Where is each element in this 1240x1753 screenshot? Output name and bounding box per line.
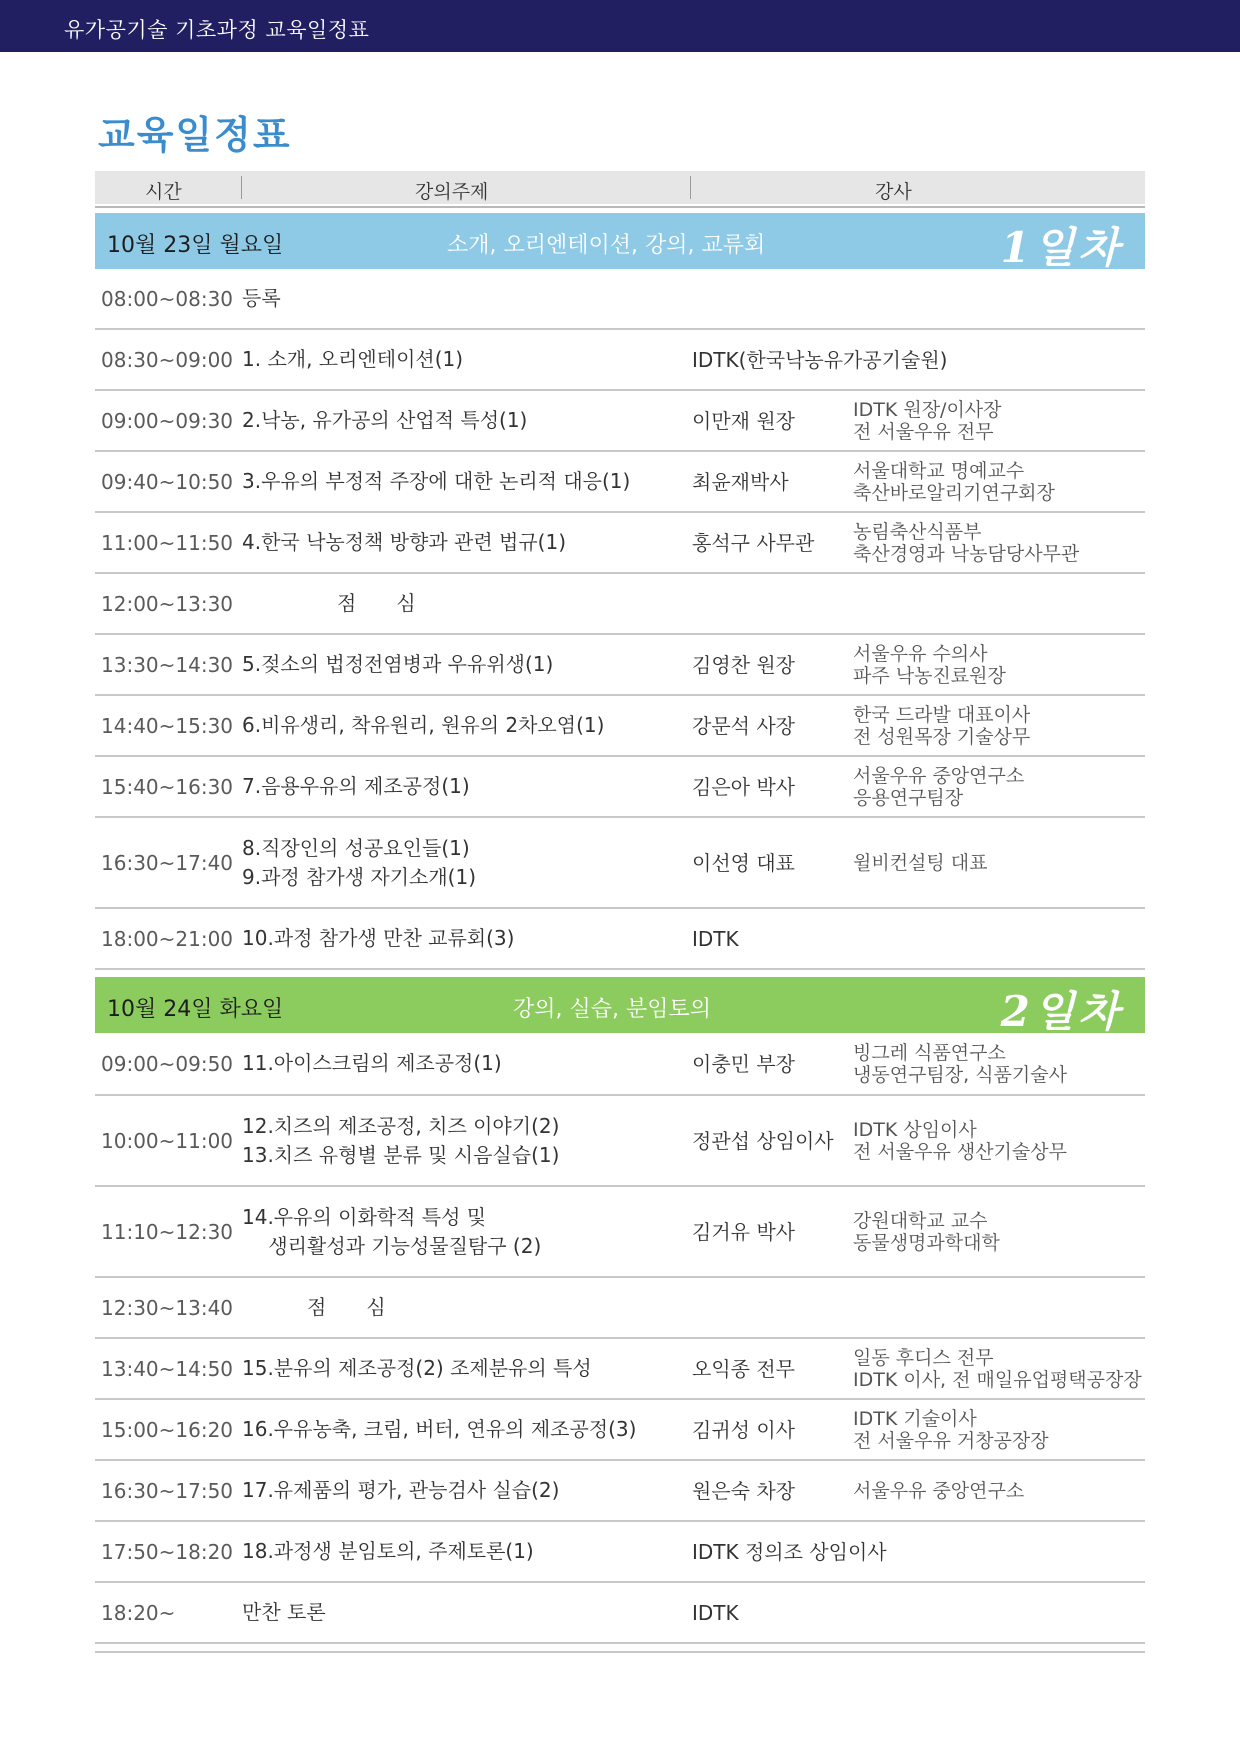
row-time: 10:00~11:00 <box>101 1128 234 1153</box>
table-row <box>95 1033 1145 1096</box>
table-row <box>95 1522 1145 1583</box>
day-header <box>95 977 1145 1036</box>
column-header-time: 시간 <box>145 181 182 203</box>
row-lecturer: IDTK <box>692 1600 739 1625</box>
row-lecturer: 원은숙 차장 <box>692 1478 795 1503</box>
row-topic: 3.우유의 부정적 주장에 대한 논리적 대응(1) <box>242 469 631 493</box>
table-header <box>95 171 1145 204</box>
row-affiliation: IDTK 원장/이사장 <box>853 398 1002 421</box>
row-affiliation: 서울대학교 명예교수 <box>853 459 1025 482</box>
table-row <box>95 1278 1145 1339</box>
row-lecturer: 이선영 대표 <box>692 850 795 875</box>
row-topic: 생리활성과 기능성물질탐구 (2) <box>242 1233 542 1258</box>
row-time: 14:40~15:30 <box>101 713 234 738</box>
row-affiliation: IDTK 이사, 전 매일유업평택공장장 <box>853 1368 1142 1391</box>
day-badge: 2일차 <box>1000 987 1123 1036</box>
column-divider <box>690 176 691 199</box>
top-banner <box>0 0 1240 52</box>
row-affiliation: 서울우유 수의사 <box>853 642 988 665</box>
day-date: 10월 24일 화요일 <box>107 997 284 1022</box>
table-bottom-rule <box>95 1651 1145 1653</box>
row-affiliation: 동물생명과학대학 <box>853 1231 1000 1254</box>
row-time: 12:00~13:30 <box>101 591 234 616</box>
row-time: 12:30~13:40 <box>101 1295 234 1320</box>
row-affiliation: 전 서울우유 거창공장장 <box>853 1429 1049 1452</box>
row-affiliation: IDTK 기술이사 <box>853 1407 977 1430</box>
table-row <box>95 1339 1145 1400</box>
table-row <box>95 696 1145 757</box>
row-topic: 10.과정 참가생 만찬 교류회(3) <box>242 926 515 950</box>
row-time: 08:00~08:30 <box>101 286 234 311</box>
row-lecturer: 김거유 박사 <box>692 1219 795 1244</box>
row-affiliation: 서울우유 중앙연구소 <box>853 764 1025 787</box>
row-affiliation: IDTK 상임이사 <box>853 1118 977 1141</box>
row-lecturer: IDTK <box>692 926 739 951</box>
row-affiliation: 전 서울우유 전무 <box>853 420 994 443</box>
row-time: 08:30~09:00 <box>101 347 234 372</box>
row-affiliation: 서울우유 중앙연구소 <box>853 1479 1025 1502</box>
table-row <box>95 818 1145 909</box>
row-lecturer: 최윤재박사 <box>692 469 789 494</box>
day-header <box>95 213 1145 272</box>
page-title: 교육일정표 <box>98 113 292 157</box>
row-affiliation: 응용연구팀장 <box>853 786 964 809</box>
row-lecturer: IDTK 정의조 상임이사 <box>692 1539 887 1564</box>
table-row <box>95 574 1145 635</box>
row-lecturer: 강문석 사장 <box>692 713 795 738</box>
table-row <box>95 391 1145 452</box>
row-time: 09:00~09:50 <box>101 1051 234 1076</box>
row-affiliation: 전 성원목장 기술상무 <box>853 725 1031 748</box>
row-affiliation: 농림축산식품부 <box>853 520 982 543</box>
column-divider <box>241 176 242 199</box>
row-lecturer: 김귀성 이사 <box>692 1417 795 1442</box>
row-affiliation: 축산경영과 낙농담당사무관 <box>853 542 1080 565</box>
row-time: 16:30~17:40 <box>101 850 234 875</box>
row-time: 18:20~ <box>101 1600 176 1625</box>
row-topic: 14.우유의 이화학적 특성 및 <box>242 1204 487 1229</box>
day-theme: 강의, 실습, 분임토의 <box>513 997 711 1022</box>
day-theme: 소개, 오리엔테이션, 강의, 교류회 <box>447 233 766 258</box>
table-row <box>95 330 1145 391</box>
row-lecturer: 홍석구 사무관 <box>692 530 815 555</box>
table-row <box>95 1400 1145 1461</box>
row-affiliation: 축산바로알리기연구회장 <box>853 481 1055 504</box>
table-row <box>95 269 1145 330</box>
row-topic: 5.젖소의 법정전염병과 우유위생(1) <box>242 652 554 676</box>
row-topic: 8.직장인의 성공요인들(1) <box>242 835 470 860</box>
row-lecturer: 김영찬 원장 <box>692 652 795 677</box>
row-affiliation: 일동 후디스 전무 <box>853 1346 994 1369</box>
row-time: 18:00~21:00 <box>101 926 234 951</box>
table-row <box>95 1583 1145 1644</box>
row-topic: 16.우유농축, 크림, 버터, 연유의 제조공정(3) <box>242 1417 637 1441</box>
column-header-lecturer: 강사 <box>875 181 912 203</box>
table-row <box>95 1187 1145 1278</box>
row-time: 15:40~16:30 <box>101 774 234 799</box>
table-row <box>95 757 1145 818</box>
day-date: 10월 23일 월요일 <box>107 233 284 258</box>
row-topic: 2.낙농, 유가공의 산업적 특성(1) <box>242 408 528 432</box>
table-row <box>95 1461 1145 1522</box>
row-topic: 9.과정 참가생 자기소개(1) <box>242 864 477 889</box>
row-topic: 7.음용우유의 제조공정(1) <box>242 774 470 798</box>
row-topic: 18.과정생 분임토의, 주제토론(1) <box>242 1539 534 1563</box>
row-topic: 11.아이스크림의 제조공정(1) <box>242 1051 502 1075</box>
row-topic: 만찬 토론 <box>242 1600 326 1624</box>
table-row <box>95 452 1145 513</box>
row-affiliation: 파주 낙농진료원장 <box>853 664 1006 687</box>
header-underline <box>95 206 1145 208</box>
table-row <box>95 909 1145 970</box>
row-affiliation: 윌비컨설팅 대표 <box>853 851 988 874</box>
row-time: 11:00~11:50 <box>101 530 234 555</box>
document-header-title: 유가공기술 기초과정 교육일정표 <box>64 18 370 42</box>
row-topic: 17.유제품의 평가, 관능검사 실습(2) <box>242 1478 560 1502</box>
row-lecturer: 정관섭 상임이사 <box>692 1128 834 1153</box>
lunch-break-label: 점 심 <box>307 1295 386 1319</box>
table-row <box>95 1096 1145 1187</box>
lunch-break-label: 점 심 <box>337 591 416 615</box>
table-row <box>95 635 1145 696</box>
row-affiliation: 전 서울우유 생산기술상무 <box>853 1140 1067 1163</box>
row-affiliation: 한국 드라발 대표이사 <box>853 703 1031 726</box>
row-time: 15:00~16:20 <box>101 1417 234 1442</box>
row-topic: 12.치즈의 제조공정, 치즈 이야기(2) <box>242 1113 560 1138</box>
row-topic: 6.비유생리, 착유원리, 원유의 2차오염(1) <box>242 713 605 737</box>
row-time: 13:40~14:50 <box>101 1356 234 1381</box>
row-time: 09:00~09:30 <box>101 408 234 433</box>
row-time: 16:30~17:50 <box>101 1478 234 1503</box>
row-time: 09:40~10:50 <box>101 469 234 494</box>
day-badge: 1일차 <box>1000 223 1123 272</box>
row-lecturer: 이충민 부장 <box>692 1051 795 1076</box>
row-affiliation: 강원대학교 교수 <box>853 1209 988 1232</box>
row-lecturer: 오익종 전무 <box>692 1356 795 1381</box>
row-topic: 13.치즈 유형별 분류 및 시음실습(1) <box>242 1142 560 1167</box>
row-affiliation: 냉동연구팀장, 식품기술사 <box>853 1063 1067 1086</box>
row-time: 17:50~18:20 <box>101 1539 234 1564</box>
row-affiliation: 빙그레 식품연구소 <box>853 1041 1006 1064</box>
row-time: 11:10~12:30 <box>101 1219 234 1244</box>
row-lecturer: IDTK(한국낙농유가공기술원) <box>692 347 948 372</box>
row-lecturer: 김은아 박사 <box>692 774 795 799</box>
column-header-topic: 강의주제 <box>415 181 489 203</box>
row-topic: 1. 소개, 오리엔테이션(1) <box>242 347 464 371</box>
row-topic: 4.한국 낙농정책 방향과 관련 법규(1) <box>242 530 567 554</box>
row-time: 13:30~14:30 <box>101 652 234 677</box>
table-row <box>95 513 1145 574</box>
row-topic: 15.분유의 제조공정(2) 조제분유의 특성 <box>242 1356 592 1380</box>
row-lecturer: 이만재 원장 <box>692 408 795 433</box>
row-topic: 등록 <box>242 286 281 310</box>
